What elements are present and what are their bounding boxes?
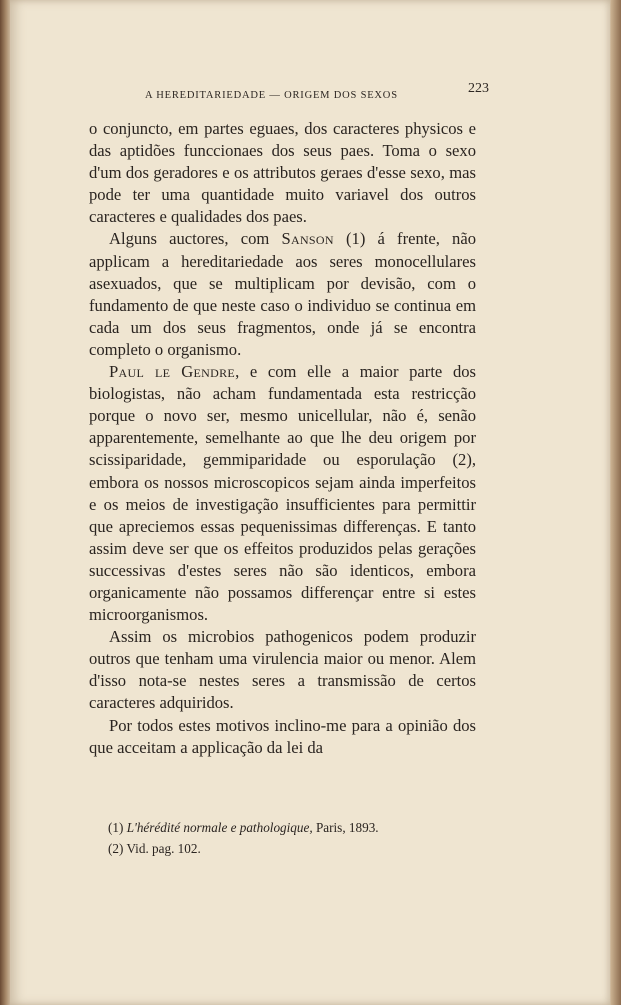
footnote-1-marker: (1) bbox=[108, 820, 124, 835]
page-number: 223 bbox=[468, 81, 489, 96]
author-sanson: Sanson bbox=[281, 229, 334, 249]
book-edge bbox=[611, 0, 621, 1005]
footnote-2-marker: (2) bbox=[108, 841, 124, 856]
paragraph-3-rest: , e com elle a maior parte dos biologistas, não acham fundamentada esta restricção porque o novo ser, mesmo unicellular, não é, senão apparentemente, semelhante ao que lhe deu origem por scissiparidade, gemmiparidade ou esporulação (2), embora os nossos microscopicos sejam ainda imperfeitos e os meios de investigação insufficientes para permittir que apreciemos essas pequenissimas differenças. E tanto assim deve ser que os effeitos produzidos pelas gerações successivas d'estes seres não são identicos, embora organicamente não possamos differençar entre si estes microorganismos. bbox=[89, 362, 477, 625]
page-header bbox=[145, 81, 489, 103]
paragraph-5: Por todos estes motivos inclino-me para a opinião dos que acceitam a applicação da lei da bbox=[89, 715, 476, 757]
footnote-2 bbox=[108, 838, 478, 859]
paragraph-4: Assim os microbios pathogenicos podem produzir outros que tenham uma virulencia maior ou menor. Alem d'isso nota-se nestes seres a transmissão de certos caracteres adquiridos. bbox=[89, 627, 476, 713]
footnotes bbox=[108, 817, 478, 859]
body-text bbox=[89, 118, 476, 759]
footnote-2-text: Vid. pag. 102. bbox=[126, 841, 201, 856]
paragraph-3 bbox=[89, 361, 476, 626]
footnote-1-rest: Paris, 1893. bbox=[312, 820, 379, 835]
paragraph-2-rest: (1) á frente, não applicam a hereditariedade aos seres monocellulares asexuados, que se multiplicam por devisão, com o fundamento de que neste caso o individuo se continua em cada um dos seus fragmentos, onde já se encontra completo o organismo. bbox=[89, 229, 477, 359]
author-paul-le-gendre: Paul le Gendre bbox=[109, 362, 236, 382]
paragraph-2-lead: Alguns auctores, com bbox=[109, 229, 282, 249]
running-head: A HEREDITARIEDADE — ORIGEM DOS SEXOS bbox=[145, 90, 398, 101]
footnote-1 bbox=[108, 817, 478, 838]
paragraph-1: o conjuncto, em partes eguaes, dos caracteres physicos e das aptidões funccionaes dos seus paes. Toma o sexo d'um dos geradores e os attributos geraes d'esse sexo, mas pode ter uma quantidade muito variavel dos outros caracteres e qualidades dos paes. bbox=[89, 119, 476, 227]
paragraph-2 bbox=[89, 228, 476, 361]
footnote-1-title: L'hérédité normale e pathologique, bbox=[126, 820, 313, 835]
